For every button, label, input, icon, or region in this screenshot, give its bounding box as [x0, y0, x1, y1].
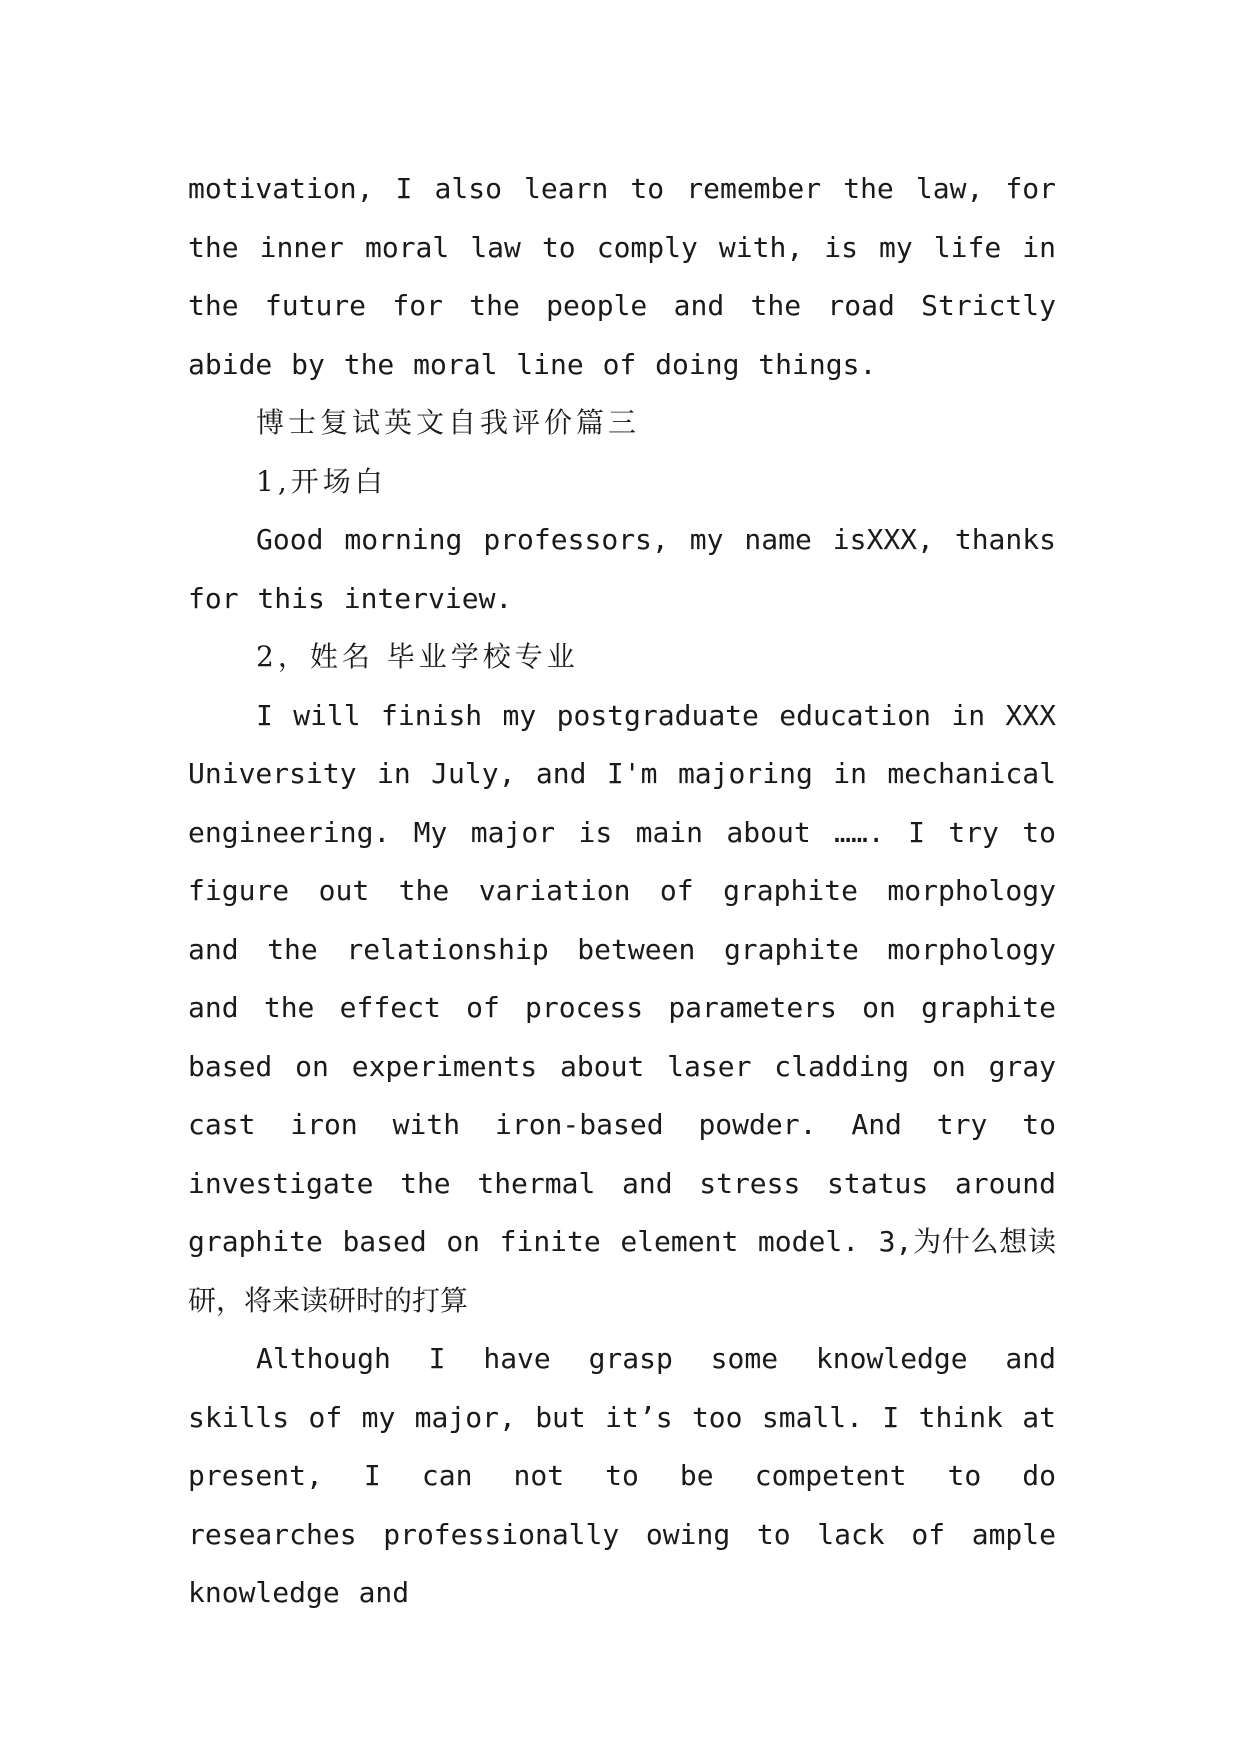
document-page	[188, 160, 1056, 1623]
subheading-opening: 1,开场白	[256, 464, 387, 498]
paragraph-greeting: Good morning professors, my name isXXX, thanks for this interview.	[188, 523, 1056, 615]
paragraph-motivation-study: Although I have grasp some knowledge and skills of my major, but it’s too small. I think at present, I can not to be competent to do researches professionally owing to lack of ample knowledge and	[188, 1342, 1056, 1609]
subheading-name-school-major: 2，姓名 毕业学校专业	[256, 640, 579, 673]
section-heading: 博士复试英文自我评价篇三	[256, 406, 641, 439]
paragraph-motivation: motivation, I also learn to remember the law, for the inner moral law to comply with, is my life in the future for the people and the road Strictly abide by the moral line of doing things.	[188, 172, 1056, 381]
paragraph-education: I will finish my postgraduate education in XXX University in July, and I'm majoring in mechanical engineering. My major is main about ……. I try to figure out the variation of graphite morphology and the relationship between graphite morphology and the effect of process parameters on graphite based on experiments about laser cladding on gray cast iron with iron-based powder. And try to investigate the thermal and stress status around graphite based on finite element model. 3,为什么想读研，将来读研时的打算	[188, 698, 1056, 1317]
